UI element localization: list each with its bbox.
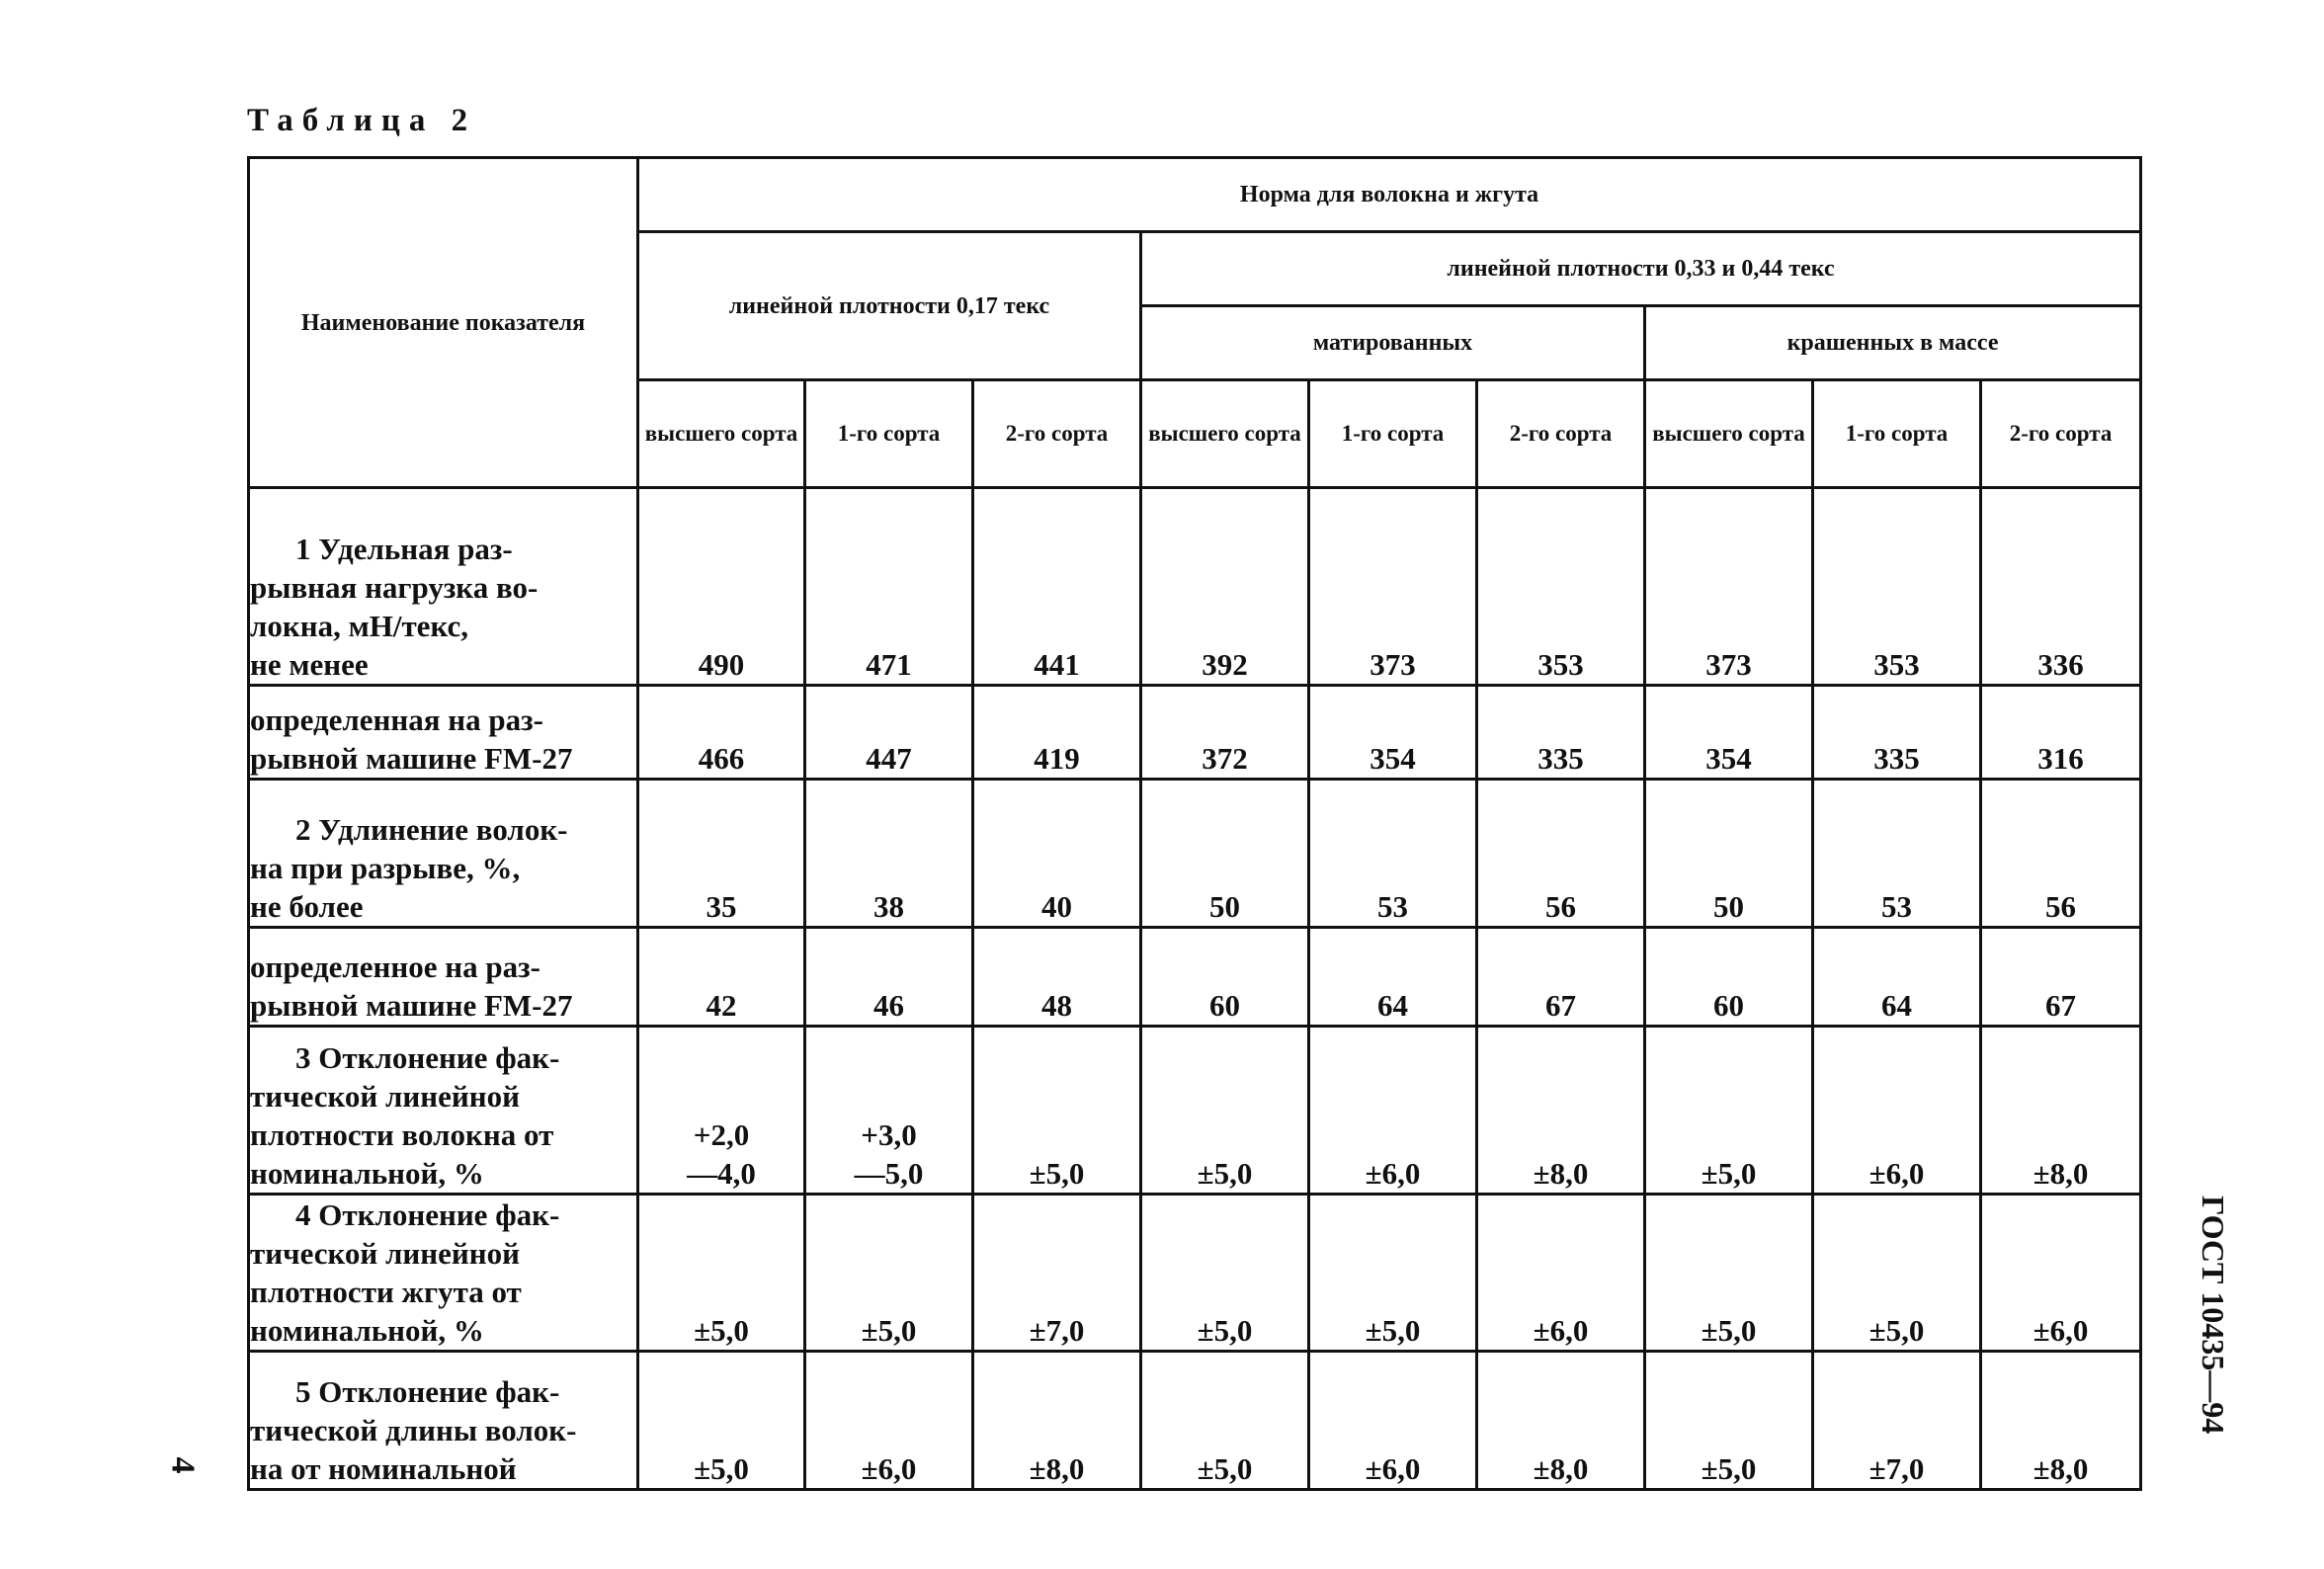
row-value: 372 [1141, 686, 1309, 780]
row-label [249, 780, 638, 928]
row-label-line: плотности волокна от [250, 1117, 554, 1152]
row-value: ±5,0 [973, 1027, 1141, 1195]
row-value: ±5,0 [1309, 1195, 1477, 1352]
table-row [249, 928, 2141, 1027]
row-value: 48 [973, 928, 1141, 1027]
row-value: 336 [1981, 488, 2141, 686]
row-value: ±8,0 [1981, 1352, 2141, 1490]
row-value: ±6,0 [1477, 1195, 1645, 1352]
table-row [249, 488, 2141, 686]
row-value: 42 [638, 928, 805, 1027]
row-value: ±5,0 [638, 1195, 805, 1352]
grade-header: 1-го сорта [1309, 380, 1477, 488]
row-label [249, 488, 638, 686]
grade-header: высшего сорта [638, 380, 805, 488]
grade-header: 1-го сорта [805, 380, 973, 488]
row-label-line: 2 Удлинение волок- [295, 812, 568, 847]
row-value: ±6,0 [1981, 1195, 2141, 1352]
header-dyed: крашенных в массе [1645, 306, 2141, 380]
row-label-line: 4 Отклонение фак- [295, 1197, 560, 1232]
norms-table [247, 156, 2142, 1491]
row-value: 373 [1645, 488, 1813, 686]
row-value: ±5,0 [1141, 1027, 1309, 1195]
gost-side-label: ГОСТ 10435—94 [2196, 1196, 2231, 1435]
header-indicator: Наименование показателя [249, 158, 638, 488]
row-value: 35 [638, 780, 805, 928]
row-value: 353 [1813, 488, 1981, 686]
row-value: ±6,0 [1813, 1027, 1981, 1195]
row-value: 50 [1645, 780, 1813, 928]
row-value: ±5,0 [1645, 1352, 1813, 1490]
row-label-line: локна, мН/текс, [250, 609, 469, 643]
row-value: 490 [638, 488, 805, 686]
row-value: 38 [805, 780, 973, 928]
row-value: 373 [1309, 488, 1477, 686]
row-label-line: 1 Удельная раз- [295, 532, 513, 566]
row-value: 64 [1309, 928, 1477, 1027]
grade-header: 2-го сорта [973, 380, 1141, 488]
row-value: 354 [1645, 686, 1813, 780]
row-label-line: на от номинальной [250, 1451, 517, 1486]
table-caption: Таблица 2 [247, 103, 477, 138]
row-value: 447 [805, 686, 973, 780]
table-row [249, 1027, 2141, 1195]
row-label-line: рывная нагрузка во- [250, 570, 539, 605]
row-label-line: определенное на раз- [250, 950, 540, 984]
row-label [249, 928, 638, 1027]
row-value: 67 [1981, 928, 2141, 1027]
grade-header: 1-го сорта [1813, 380, 1981, 488]
row-value: 56 [1981, 780, 2141, 928]
row-label-line: определенная на раз- [250, 702, 543, 737]
row-label-line: на при разрыве, %, [250, 851, 521, 885]
row-value: ±6,0 [1309, 1352, 1477, 1490]
row-label-line: не более [250, 889, 364, 924]
header-group-017: линейной плотности 0,17 текс [638, 232, 1141, 380]
row-value: 466 [638, 686, 805, 780]
row-value: 335 [1813, 686, 1981, 780]
row-value: 56 [1477, 780, 1645, 928]
row-value: ±8,0 [1981, 1027, 2141, 1195]
row-value: 53 [1309, 780, 1477, 928]
row-value: ±5,0 [1813, 1195, 1981, 1352]
row-value: ±5,0 [1645, 1027, 1813, 1195]
row-value: ±6,0 [1309, 1027, 1477, 1195]
row-value: 67 [1477, 928, 1645, 1027]
row-value: 60 [1645, 928, 1813, 1027]
grade-header: 2-го сорта [1981, 380, 2141, 488]
row-value: 46 [805, 928, 973, 1027]
table-row [249, 1352, 2141, 1490]
row-label [249, 1352, 638, 1490]
row-value: 316 [1981, 686, 2141, 780]
row-value: 60 [1141, 928, 1309, 1027]
row-label-line: рывной машине FM-27 [250, 741, 573, 776]
row-label-line: номинальной, % [250, 1156, 484, 1191]
row-value: +2,0 —4,0 [638, 1027, 805, 1195]
row-label [249, 1195, 638, 1352]
row-label-line: тической линейной [250, 1236, 520, 1271]
row-label-line: 3 Отклонение фак- [295, 1040, 560, 1075]
row-value: ±5,0 [1645, 1195, 1813, 1352]
row-label [249, 1027, 638, 1195]
row-value: 419 [973, 686, 1141, 780]
row-value: ±5,0 [1141, 1352, 1309, 1490]
page-number: 4 [164, 1456, 202, 1474]
row-value: 64 [1813, 928, 1981, 1027]
row-value: ±7,0 [1813, 1352, 1981, 1490]
grade-header: 2-го сорта [1477, 380, 1645, 488]
row-value: 40 [973, 780, 1141, 928]
header-group-033-044: линейной плотности 0,33 и 0,44 текс [1141, 232, 2141, 306]
row-value: ±8,0 [1477, 1352, 1645, 1490]
row-label-line: тической линейной [250, 1079, 520, 1114]
row-label-line: тической длины волок- [250, 1413, 577, 1447]
row-value: 441 [973, 488, 1141, 686]
row-value: 50 [1141, 780, 1309, 928]
row-value: ±5,0 [1141, 1195, 1309, 1352]
header-norm: Норма для волокна и жгута [638, 158, 2141, 232]
row-value: +3,0 —5,0 [805, 1027, 973, 1195]
row-label-line: 5 Отклонение фак- [295, 1374, 560, 1409]
row-label-line: не менее [250, 647, 369, 682]
table-row [249, 686, 2141, 780]
row-label-line: рывной машине FM-27 [250, 988, 573, 1023]
row-value: 335 [1477, 686, 1645, 780]
row-value: 353 [1477, 488, 1645, 686]
table-row [249, 1195, 2141, 1352]
row-value: 53 [1813, 780, 1981, 928]
row-label-line: плотности жгута от [250, 1275, 522, 1309]
grade-header: высшего сорта [1645, 380, 1813, 488]
row-value: 392 [1141, 488, 1309, 686]
row-value: 471 [805, 488, 973, 686]
header-matted: матированных [1141, 306, 1645, 380]
row-value: ±5,0 [805, 1195, 973, 1352]
row-value: ±8,0 [973, 1352, 1141, 1490]
row-value: ±5,0 [638, 1352, 805, 1490]
row-label-line: номинальной, % [250, 1313, 484, 1348]
row-value: ±8,0 [1477, 1027, 1645, 1195]
row-value: ±6,0 [805, 1352, 973, 1490]
table-row [249, 780, 2141, 928]
row-value: 354 [1309, 686, 1477, 780]
row-value: ±7,0 [973, 1195, 1141, 1352]
row-label [249, 686, 638, 780]
grade-header: высшего сорта [1141, 380, 1309, 488]
